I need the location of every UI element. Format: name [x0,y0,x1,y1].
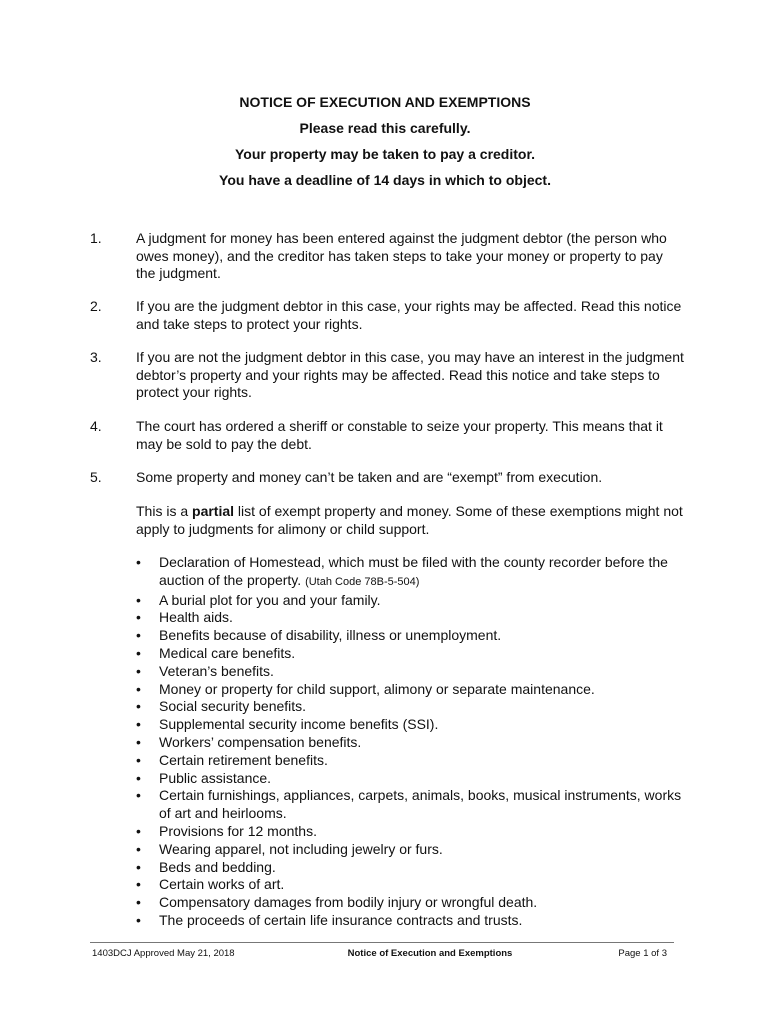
bullet-icon: • [136,680,141,697]
homestead-citation: (Utah Code 78B-5-504) [305,575,420,588]
bullet-icon: • [136,733,141,750]
item-number: 2. [90,298,102,314]
deadline-line: You have a deadline of 14 days in which to object. [219,172,551,188]
bullet-icon: • [136,876,141,893]
intro-text-end: list of exempt property and money. Some of these exemptions might not apply to judgments for alimony or child support. [136,503,683,537]
partial-list-intro [136,503,684,538]
list-item-text: Supplemental security income benefits (SSI). [159,716,439,733]
item-number: 4. [90,418,102,434]
list-item [136,787,684,823]
list-item [136,645,684,663]
bullet-icon: • [136,591,141,608]
list-item [136,770,684,788]
list-item-text: Wearing apparel, not including jewelry or furs. [159,840,443,857]
document-title: NOTICE OF EXECUTION AND EXEMPTIONS [239,94,531,110]
read-carefully-line: Please read this carefully. [299,120,471,136]
item-text: Some property and money can’t be taken and are “exempt” from execution. [136,469,603,485]
list-item-text: Certain retirement benefits. [159,751,328,768]
property-taken-line: Your property may be taken to pay a creditor. [234,146,536,162]
list-item [136,823,684,841]
list-item [136,912,684,930]
list-item [136,663,684,681]
item-text: The court has ordered a sheriff or constable to seize your property. This means that it may be sold to pay the debt. [136,418,663,452]
list-item [136,876,684,894]
list-item-text: Certain works of art. [159,876,285,893]
list-item-text: Workers’ compensation benefits. [159,733,362,750]
list-item [136,859,684,877]
bullet-icon: • [136,716,141,733]
list-item [136,609,684,627]
item-text: If you are not the judgment debtor in this case, you may have an interest in the judgment debtor’s property and your rights may be affected. Read this notice and take steps to protect your rights. [136,349,684,400]
bullet-icon: • [136,698,141,715]
footer-title: Notice of Execution and Exemptions [347,948,513,959]
bullet-icon: • [136,858,141,875]
item-number: 1. [90,230,102,246]
item-text: If you are the judgment debtor in this case, your rights may be affected. Read this notice and take steps to protect your rights. [136,298,682,332]
partial-emphasis: partial [192,503,235,519]
list-item-text: Beds and bedding. [159,858,276,875]
bullet-icon: • [136,751,141,768]
list-item [136,894,684,912]
list-item-text: Health aids. [159,609,233,626]
list-item [136,627,684,645]
list-item [136,752,684,770]
bullet-icon: • [136,840,141,857]
list-item [136,554,684,592]
list-item-text: Veteran’s benefits. [159,662,274,679]
list-item [136,681,684,699]
exemption-list [136,554,684,930]
list-item [136,734,684,752]
form-approval: 1403DCJ Approved May 21, 2018 [92,948,235,959]
bullet-icon: • [136,627,141,644]
list-item [136,841,684,859]
page-number: Page 1 of 3 [618,948,667,959]
item-number: 5. [90,469,102,485]
list-item-text: Medical care benefits. [159,644,296,661]
footer-divider [90,942,674,943]
list-item-text: Provisions for 12 months. [159,822,317,839]
list-item-text: Compensatory damages from bodily injury or wrongful death. [159,894,538,911]
item-text: A judgment for money has been entered against the judgment debtor (the person who owes money), and the creditor has taken steps to take your money or property to pay the judgment. [136,230,667,281]
list-item-text: The proceeds of certain life insurance contracts and trusts. [159,911,523,928]
bullet-icon: • [136,644,141,661]
list-item-text: Certain furnishings, appliances, carpets, animals, books, musical instruments, works of art and heirlooms. [159,787,682,822]
bullet-icon: • [136,769,141,786]
bullet-icon: • [136,911,141,928]
bullet-icon: • [136,822,141,839]
bullet-icon: • [136,787,141,804]
bullet-icon: • [136,894,141,911]
list-item-text: Benefits because of disability, illness or unemployment. [159,627,502,644]
item-number: 3. [90,349,102,365]
list-item-text: A burial plot for you and your family. [159,591,381,608]
list-item-text: Social security benefits. [159,698,307,715]
bullet-icon: • [136,609,141,626]
list-item [136,698,684,716]
list-item [136,716,684,734]
homestead-text: Declaration of Homestead, which must be filed with the county recorder before the auction of the property. [159,554,668,588]
bullet-icon: • [136,662,141,679]
intro-text-start: This is a [136,503,193,519]
list-item [136,592,684,610]
bullet-icon: • [136,554,141,570]
list-item-text: Public assistance. [159,769,272,786]
list-item-text: Money or property for child support, alimony or separate maintenance. [159,680,595,697]
